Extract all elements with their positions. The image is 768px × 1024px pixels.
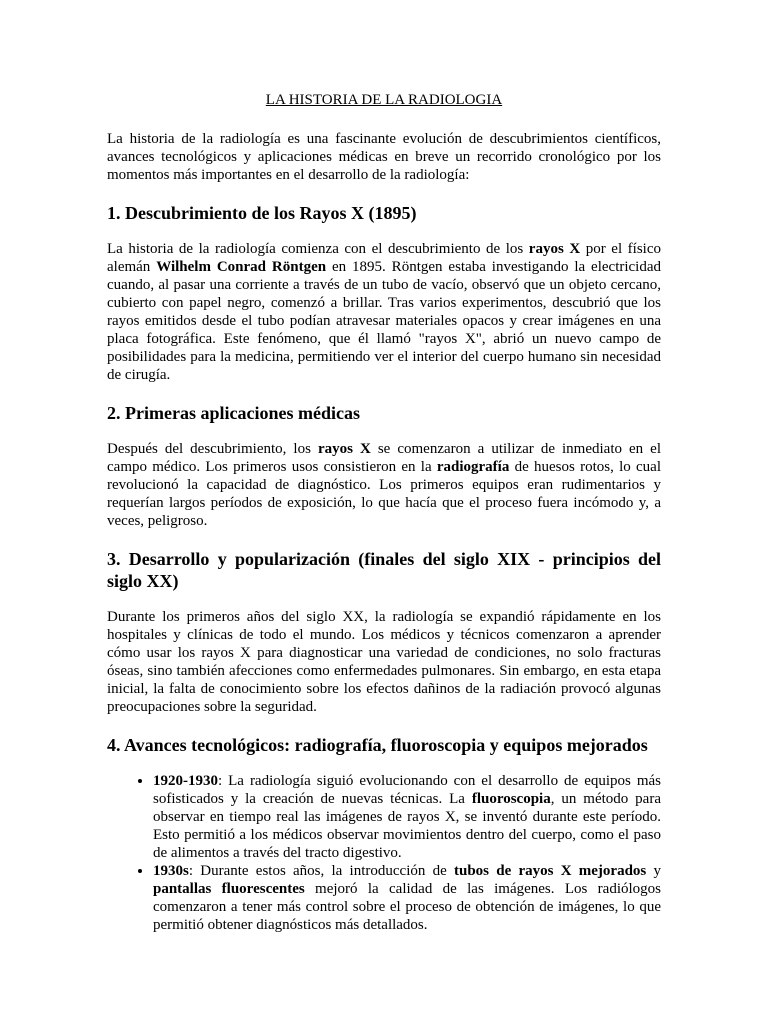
intro-paragraph: La historia de la radiología es una fascinante evolución de descubrimientos científicos, avances tecnológicos y aplicaciones médicas en breve un recorrido cronológico por los momentos más importantes en el desarrollo de la radiología: [107,131,661,183]
text-run: de huesos rotos, lo cual revolucionó la capacidad de diagnóstico. Los primeros equipos eran rudimentarios y requerían largos períodos de exposición, lo que hacía que el proceso fuera incómodo y, a veces, peligroso. [107,459,661,529]
bold-term: 1920-1930 [153,773,218,789]
bold-term: rayos X [317,441,371,457]
section-2-paragraph [107,440,661,530]
list-item [153,772,661,862]
section-1-paragraph [107,240,661,384]
bold-term: radiografía [436,459,510,475]
text-run: por el físico alemán [107,241,661,275]
text-run: La historia de la radiología comienza con el descubrimiento de los [107,241,529,257]
section-4-heading: 4. Avances tecnológicos: radiografía, fluoroscopia y equipos mejorados [107,735,648,755]
section-2-heading: 2. Primeras aplicaciones médicas [107,403,360,423]
text-run: en 1895. Röntgen estaba investigando la electricidad cuando, al pasar una corriente a través de un tubo de vacío, observó que un objeto cercano, cubierto con papel negro, comenzó a brillar. Tras varios experimentos, descubrió que los rayos emitidos desde el tubo podían atravesar materiales opacos y crear imágenes en una placa fotográfica. Este fenómeno, que él llamó "rayos X", abrió un nuevo campo de posibilidades para la medicina, permitiendo ver el interior del cuerpo humano sin necesidad de cirugía. [107,259,662,383]
text-run: y [646,863,661,879]
text-run: se comenzaron a utilizar de inmediato en el campo médico. Los primeros usos consistieron en la [107,441,661,475]
bold-term: fluoroscopia [471,791,551,807]
text-run: , un método para observar en tiempo real las imágenes de rayos X, se inventó durante este período. Esto permitió a los médicos observar movimientos dentro del cuerpo, como el paso de alimentos a través del tracto digestivo. [153,791,661,861]
bold-term: tubos de rayos X mejorados [454,863,647,879]
section-3-heading: 3. Desarrollo y popularización (finales del siglo XIX - principios del siglo XX) [107,549,661,591]
section-4-list [107,772,661,934]
text-run: mejoró la calidad de las imágenes. Los radiólogos comenzaron a tener más control sobre el proceso de obtención de imágenes, lo que permitió obtener diagnósticos más detallados. [153,881,661,933]
text-run: Después del descubrimiento, los [107,441,318,457]
text-run: : La radiología siguió evolucionando con el desarrollo de equipos más sofisticados y la creación de nuevas técnicas. La [153,773,661,807]
bold-term: 1930s [153,863,189,879]
bold-term: pantallas fluorescentes [153,881,305,897]
document-title: LA HISTORIA DE LA RADIOLOGIA [265,92,503,108]
bold-term: Wilhelm Conrad Röntgen [156,259,327,275]
bold-term: rayos X [528,241,581,257]
section-3-paragraph: Durante los primeros años del siglo XX, la radiología se expandió rápidamente en los hospitales y clínicas de todo el mundo. Los médicos y técnicos comenzaron a aprender cómo usar los rayos X para diagnosticar una variedad de condiciones, no solo fracturas óseas, sino también afecciones como enfermedades pulmonares. Sin embargo, en esta etapa inicial, la falta de conocimiento sobre los efectos dañinos de la radiación provocó algunas preocupaciones sobre la seguridad. [107,609,661,715]
section-1-heading: 1. Descubrimiento de los Rayos X (1895) [107,203,417,223]
list-item [153,862,661,934]
text-run: : Durante estos años, la introducción de [188,863,454,879]
